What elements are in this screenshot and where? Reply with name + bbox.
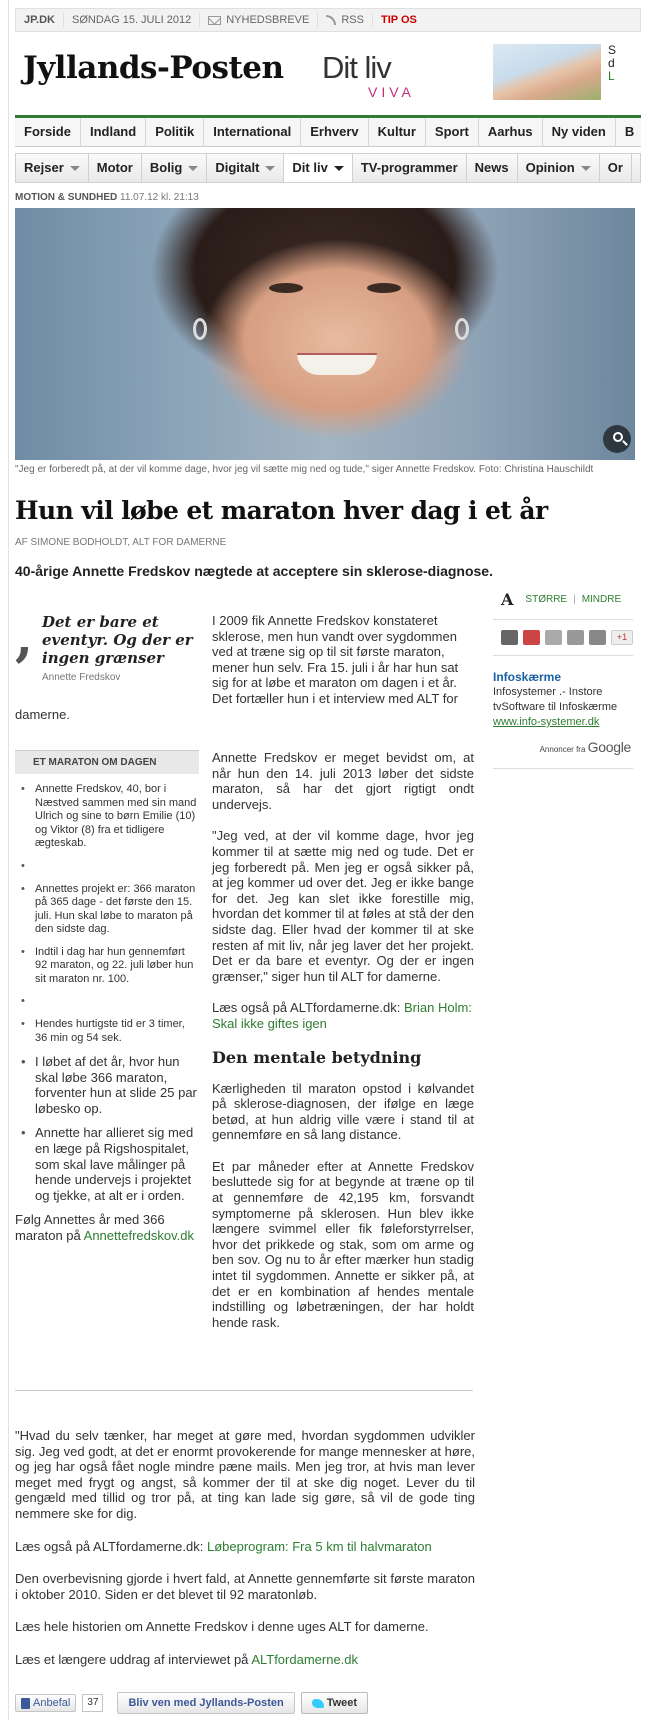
gmail-icon[interactable] xyxy=(523,630,540,645)
body-paragraph: Kærligheden til maraton opstod i kølvandet på sklerose-diagnosen, der ifølge en læge betød, at hun aldrig ville være i stand til at gennemføre en så lang distance. xyxy=(212,1080,474,1143)
article-body-full xyxy=(15,1428,475,1685)
nav-item-dit-liv[interactable]: Dit liv xyxy=(284,154,352,182)
read-also-link[interactable]: Brian Holm: Skal ikke giftes igen xyxy=(212,1000,472,1031)
ads-by-google[interactable]: Annoncer fra Google xyxy=(539,739,631,755)
nav-item-opinion[interactable]: Opinion xyxy=(518,154,600,182)
timestamp: 11.07.12 kl. 21:13 xyxy=(120,192,199,203)
banner-ad-text[interactable]: S d L xyxy=(608,44,617,83)
font-size-controls: A STØRRE | MINDRE xyxy=(493,590,633,620)
nav-item-erhverv[interactable]: Erhverv xyxy=(301,118,368,146)
factbox-link[interactable]: Annettefredskov.dk xyxy=(83,1227,194,1243)
text-ad xyxy=(493,670,633,757)
nav-item-rejser[interactable]: Rejser xyxy=(16,154,89,182)
chevron-down-icon xyxy=(334,166,344,171)
quote-mark-icon: , xyxy=(15,607,34,668)
print-icon[interactable] xyxy=(501,630,518,645)
site-link[interactable]: JP.DK xyxy=(16,13,64,27)
divider xyxy=(15,1390,473,1391)
primary-nav xyxy=(15,115,641,147)
article-kicker xyxy=(15,192,199,203)
nav-item-politik[interactable]: Politik xyxy=(146,118,204,146)
font-smaller-button[interactable]: MINDRE xyxy=(581,594,622,605)
font-bigger-button[interactable]: STØRRE xyxy=(525,594,568,605)
pull-quote-text: Det er bare et eventyr. Og der er ingen grænser xyxy=(42,613,193,667)
email-icon[interactable] xyxy=(545,630,562,645)
nav-item-ny-viden[interactable]: Ny viden xyxy=(543,118,616,146)
list-item: • Annette har allieret sig med en læge på Rigshospitalet, som skal lave målinger på hende undervejs i projektet og tjekke, at alt er i orden. xyxy=(15,1125,199,1203)
body-paragraph: "Hvad du selv tænker, har meget at gøre med, hvordan sygdommen udvikler sig. Jeg ved godt, at det er enormt provokerende for mange mennesker at høre, og jeg har også fået nogle mindre pæne mails. Men jeg tror, at hvis man lever meget med frygt og angst, så kommer der til at ske dig noget. Lever du til gengæld med tillid og tror på, at ting kan lade sig gøre, så vil de gode ting nemmere ske for dig. xyxy=(15,1428,475,1521)
chevron-down-icon xyxy=(70,166,80,171)
factbox-list xyxy=(15,783,199,1203)
top-bar xyxy=(15,8,641,32)
photo-caption: "Jeg er forberedt på, at der vil komme dage, hvor jeg vil sætte mig ned og tude," siger Annette Fredskov. Foto: Christina Hauschildt xyxy=(15,464,594,475)
article-headline: Hun vil løbe et maraton hver dag i et år xyxy=(15,496,548,525)
google-plus-one-button[interactable]: +1 xyxy=(611,630,633,645)
pull-quote xyxy=(15,607,195,688)
site-logo[interactable]: Jyllands-Posten xyxy=(23,50,284,86)
article-lead: 40-årige Annette Fredskov nægtede at acceptere sin sklerose-diagnose. xyxy=(15,563,493,579)
nav-item-indland[interactable]: Indland xyxy=(81,118,146,146)
factbox-follow: Følg Annettes år med 366 maraton på Annettefredskov.dk xyxy=(15,1212,194,1243)
nav-item-tv-programmer[interactable]: TV-programmer xyxy=(353,154,467,182)
body-paragraph: Den overbevisning gjorde i hvert fald, at Annette gennemførte sit første maraton i oktober 2010. Siden er det blevet til 92 maratonløb. xyxy=(15,1571,475,1602)
google-logo: Google xyxy=(587,739,631,755)
body-paragraph: Et par måneder efter at Annette Fredskov besluttede sig for at begynde at træne op til at gennemføre de 42,195 km, forsvandt symptomerne på sklerosen. Hun blev ikke længere svimmel eller fik føleforstyrrelser, hvor det prikkede og stak, som om arme og ben sov. Og nu to år efter mærker hun stadig intet til sygdommen. Annette er sikker på, at det er en kombination af hendes mentale indstilling og løbetræningen, der har holdt hende rask. xyxy=(212,1158,474,1330)
list-item: • Indtil i dag har hun gennemført 92 maraton, og 22. juli løber hun sit maraton nr. 100. xyxy=(15,946,199,987)
mail-icon xyxy=(208,16,221,25)
zoom-icon[interactable] xyxy=(603,425,631,453)
nav-item-international[interactable]: International xyxy=(204,118,301,146)
ad-url[interactable]: www.info-systemer.dk xyxy=(493,716,600,728)
nav-item-aarhus[interactable]: Aarhus xyxy=(479,118,543,146)
banner-ad-image[interactable] xyxy=(493,44,601,100)
list-item: • Hendes hurtigste tid er 3 timer, 36 min og 54 sek. xyxy=(15,1018,199,1045)
tip-link[interactable]: TIP OS xyxy=(380,14,417,26)
nav-item-overflow[interactable]: B xyxy=(616,118,641,146)
nav-item-forside[interactable]: Forside xyxy=(15,118,81,146)
social-bar xyxy=(15,1692,368,1714)
divider xyxy=(493,768,633,769)
nav-item-motor[interactable]: Motor xyxy=(89,154,142,182)
intro-paragraph: I 2009 fik Annette Fredskov konstateret sklerose, men hun vandt over sygdommen ved at træne sig op til sit første maraton, mener hun selv. Fra 15. juli i år har hun sat sig for at løbe et maraton om dagen i et år. Det fortæller hun i et interview med ALT for damerne. xyxy=(15,613,459,722)
byline: AF SIMONE BODHOLDT, ALT FOR DAMERNE xyxy=(15,537,227,548)
facebook-icon xyxy=(21,1698,30,1709)
read-also-link[interactable]: Løbeprogram: Fra 5 km til halvmaraton xyxy=(206,1538,432,1554)
subsection-logo: VIVA xyxy=(368,84,415,100)
factbox xyxy=(15,750,199,1244)
list-item xyxy=(15,995,199,1009)
like-count: 37 xyxy=(82,1694,103,1712)
list-item: • Annette Fredskov, 40, bor i Næstved sammen med sin mand Ulrich og sine to børn Emilie (10) og Viktor (8) fra et tidligere ægteskab. xyxy=(15,783,199,851)
rss-icon[interactable] xyxy=(567,630,584,645)
font-size-icon: A xyxy=(501,590,514,609)
chevron-down-icon xyxy=(265,166,275,171)
chevron-down-icon xyxy=(188,166,198,171)
share-icons xyxy=(493,620,633,656)
pull-quote-author: Annette Fredskov xyxy=(42,672,121,683)
rss-link[interactable]: RSS xyxy=(318,13,373,27)
read-also-paragraph: Læs også på ALTfordamerne.dk: Løbeprogram: Fra 5 km til halvmaraton xyxy=(15,1538,432,1554)
section-logo[interactable]: Dit liv xyxy=(322,50,391,85)
source-link[interactable]: ALTfordamerne.dk xyxy=(251,1651,359,1667)
list-item xyxy=(15,860,199,874)
masthead xyxy=(15,36,641,108)
body-paragraph: Læs et længere uddrag af interviewet på ALTfordamerne.dk xyxy=(15,1651,359,1667)
nav-item-bolig[interactable]: Bolig xyxy=(142,154,208,182)
read-also-paragraph: Læs også på ALTfordamerne.dk: Brian Holm: Skal ikke giftes igen xyxy=(212,1000,472,1031)
body-paragraph: Læs hele historien om Annette Fredskov i denne uges ALT for damerne. xyxy=(15,1619,429,1635)
body-paragraph: "Jeg ved, at der vil komme dage, hvor jeg kommer til at sætte mig ned og tude. Det er jeg forberedt på. Men jeg er også sikker på, at jeg kommer ud over det. Jeg er ikke bange for det. Jeg kan slet ikke forestille mig, hvordan det kommer til at føles at stå der den sidste dag. Eller hvad der kommer til at ske resten af mit liv, når jeg laver det her projekt. Det er da bare et eventyr. Og der er ingen grænser," siger hun til ALT for damerne. xyxy=(212,828,474,984)
nav-item-sport[interactable]: Sport xyxy=(426,118,479,146)
body-paragraph: Annette Fredskov er meget bevidst om, at når hun den 14. juli 2013 løber det sidste maraton, så har det gjort rigtigt ondt undervejs. xyxy=(212,750,474,812)
share-plus-icon[interactable] xyxy=(589,630,606,645)
facebook-friend-button[interactable]: Bliv ven med Jyllands-Posten xyxy=(117,1692,294,1714)
nav-item-digitalt[interactable]: Digitalt xyxy=(207,154,284,182)
rss-icon xyxy=(326,15,336,25)
date-label: SØNDAG 15. JULI 2012 xyxy=(64,13,200,27)
subheading: Den mentale betydning xyxy=(212,1047,422,1067)
chevron-down-icon xyxy=(581,166,591,171)
nav-item-news[interactable]: News xyxy=(467,154,518,182)
article-body xyxy=(212,750,474,1346)
factbox-title: ET MARATON OM DAGEN xyxy=(15,750,199,774)
article-tools xyxy=(493,590,633,656)
twitter-icon xyxy=(312,1699,324,1708)
article-photo[interactable] xyxy=(15,208,635,460)
nav-item-overflow[interactable]: Or xyxy=(600,154,632,182)
list-item: • Annettes projekt er: 366 maraton på 365 dage - det første den 15. juli. Hun skal løbe to maraton på den sidste dag. xyxy=(15,883,199,937)
section-label[interactable]: MOTION & SUNDHED xyxy=(15,192,118,203)
newsletter-link[interactable]: NYHEDSBREVE xyxy=(200,13,318,27)
ad-text: Infosystemer .- Instore tvSoftware til Infoskærme xyxy=(493,686,618,713)
ad-title[interactable]: Infoskærme xyxy=(493,670,562,684)
nav-item-kultur[interactable]: Kultur xyxy=(369,118,426,146)
secondary-nav xyxy=(15,153,641,183)
list-item: • I løbet af det år, hvor hun skal løbe 366 maraton, forventer hun at slide 25 par løbesko op. xyxy=(15,1054,199,1116)
tweet-button[interactable]: Tweet xyxy=(301,1692,368,1714)
facebook-like-button[interactable]: Anbefal xyxy=(15,1694,76,1712)
